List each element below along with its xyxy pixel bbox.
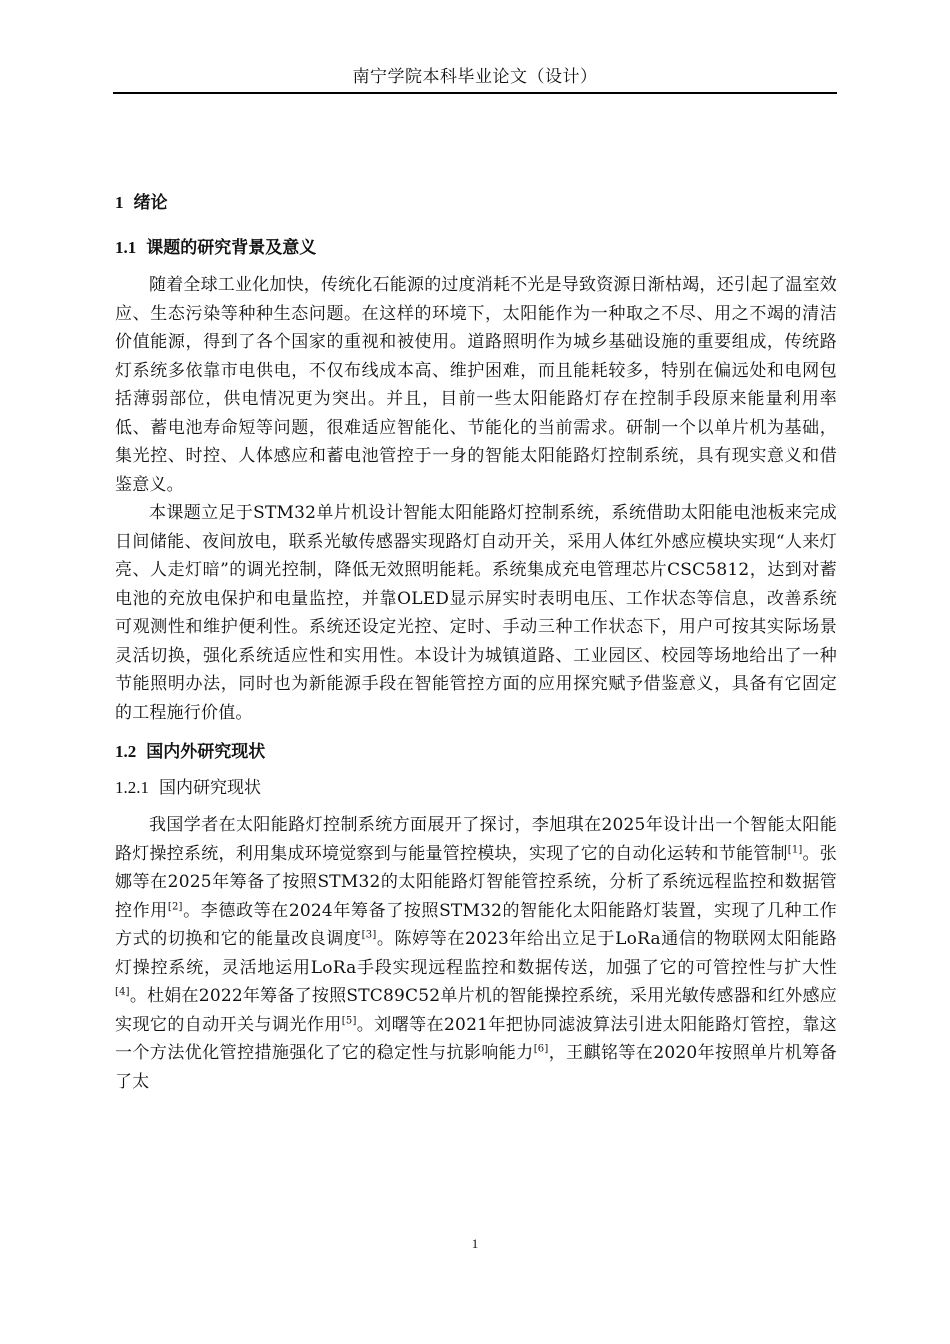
- text-run: 。杜娟在2022年筹备了按照STC89C52单片机的智能操控系统，采用光敏传感器和红外感应实现它的自动开关与调光作用: [115, 986, 837, 1035]
- text-run: ，王麒铭等在2020年按照单片机筹备了太: [115, 1043, 837, 1092]
- citation-ref: [5]: [341, 1014, 357, 1026]
- citation-ref: [2]: [167, 900, 183, 912]
- chapter-title: 绪论: [133, 193, 168, 213]
- chapter-heading: [115, 190, 837, 216]
- section-number: 1.1: [115, 238, 137, 257]
- citation-ref: [4]: [115, 986, 130, 998]
- section-heading-1-1: [115, 235, 837, 261]
- subsection-number: 1.2.1: [115, 778, 149, 797]
- section-number: 1.2: [115, 742, 137, 761]
- paragraph-background-2: 本课题立足于STM32单片机设计智能太阳能路灯控制系统，系统借助太阳能电池板来完成日间储能、夜间放电，联系光敏传感器实现路灯自动开关，采用人体红外感应模块实现“人来灯亮、人走灯暗”的调光控制，降低无效照明能耗。系统集成充电管理芯片CSC5812，达到对蓄电池的充放电保护和电量监控，并靠OLED显示屏实时表明电压、工作状态等信息，改善系统可观测性和维护便利性。系统还设定光控、定时、手动三种工作状态下，用户可按其实际场景灵活切换，强化系统适应性和实用性。本设计为城镇道路、工业园区、校园等场地给出了一种节能照明办法，同时也为新能源手段在智能管控方面的应用探究赋予借鉴意义，具备有它固定的工程施行价值。: [115, 503, 837, 723]
- text-run: 。李德政等在2024年筹备了按照STM32的智能化太阳能路灯装置，实现了几种工作方式的切换和它的能量改良调度: [115, 900, 837, 949]
- page-header: 南宁学院本科毕业论文（设计）: [113, 62, 837, 94]
- paragraph-background-1: 随着全球工业化加快，传统化石能源的过度消耗不光是导致资源日渐枯竭，还引起了温室效应、生态污染等种种生态问题。在这样的环境下，太阳能作为一种取之不尽、用之不竭的清洁价值能源，得到了各个国家的重视和被使用。道路照明作为城乡基础设施的重要组成，传统路灯系统多依靠市电供电，不仅布线成本高、维护困难，而且能耗较多，特别在偏远处和电网包括薄弱部位，供电情况更为突出。并且，目前一些太阳能路灯存在控制手段原来能量利用率低、蓄电池寿命短等问题，很难适应智能化、节能化的当前需求。研制一个以单片机为基础，集光控、时控、人体感应和蓄电池管控于一身的智能太阳能路灯控制系统，具有现实意义和借鉴意义。: [115, 275, 837, 495]
- page-number: 1: [471, 1236, 479, 1251]
- citation-ref: [1]: [787, 843, 803, 855]
- page-body: [115, 190, 837, 1096]
- section-title: 国内外研究现状: [146, 742, 266, 762]
- citation-ref: [3]: [361, 929, 377, 941]
- citation-ref: [6]: [533, 1043, 549, 1055]
- text-run: 我国学者在太阳能路灯控制系统方面展开了探讨，李旭琪在2025年设计出一个智能太阳能路灯操控系统，利用集成环境觉察到与能量管控模块，实现了它的自动化运转和节能管制: [115, 815, 837, 864]
- subsection-heading-1-2-1: [115, 775, 837, 801]
- chapter-number: 1: [115, 193, 124, 212]
- paragraph-domestic-research: [115, 811, 837, 1096]
- section-title: 课题的研究背景及意义: [146, 238, 317, 258]
- subsection-title: 国内研究现状: [159, 778, 261, 798]
- text-run: 。陈婷等在2023年给出立足于LoRa通信的物联网太阳能路灯操控系统，灵活地运用LoRa手段实现远程监控和数据传送，加强了它的可管控性与扩大性: [115, 929, 837, 978]
- text-run: 。刘曙等在2021年把协同滤波算法引进太阳能路灯管控，靠这一个方法优化管控措施强化了它的稳定性与抗影响能力: [115, 1014, 838, 1063]
- section-heading-1-2: [115, 739, 837, 765]
- text-run: 。张娜等在2025年筹备了按照STM32的太阳能路灯智能管控系统，分析了系统远程监控和数据管控作用: [115, 843, 837, 921]
